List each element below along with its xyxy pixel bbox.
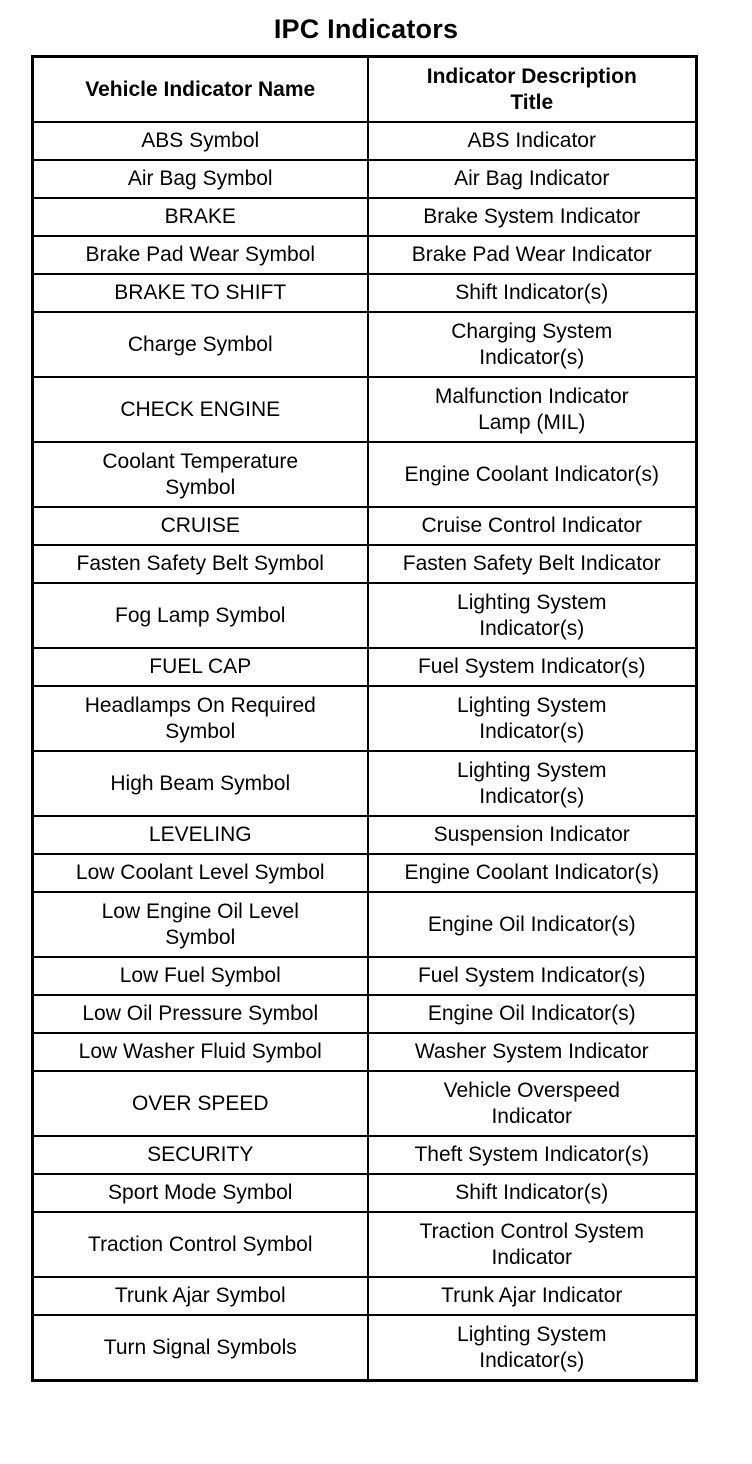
table-row [33, 1071, 697, 1136]
column-header-description-title: Indicator Description Title [368, 57, 697, 123]
indicator-name-cell: Coolant Temperature Symbol [33, 442, 368, 507]
table-row [33, 816, 697, 854]
indicator-description-cell: Lighting System Indicator(s) [368, 1315, 697, 1381]
indicator-name-cell: Brake Pad Wear Symbol [33, 236, 368, 274]
indicator-name-cell: BRAKE [33, 198, 368, 236]
indicator-name-cell: CHECK ENGINE [33, 377, 368, 442]
indicator-name-cell: Low Engine Oil Level Symbol [33, 892, 368, 957]
indicator-description-cell: Fuel System Indicator(s) [368, 648, 697, 686]
indicator-description-cell: Trunk Ajar Indicator [368, 1277, 697, 1315]
table-row [33, 507, 697, 545]
indicator-description-cell: Brake System Indicator [368, 198, 697, 236]
table-body [33, 122, 697, 1381]
table-row [33, 1174, 697, 1212]
indicator-description-cell: Lighting System Indicator(s) [368, 686, 697, 751]
table-row [33, 751, 697, 816]
indicator-description-cell: Shift Indicator(s) [368, 1174, 697, 1212]
indicator-description-cell: ABS Indicator [368, 122, 697, 160]
indicator-description-cell: Cruise Control Indicator [368, 507, 697, 545]
table-row [33, 995, 697, 1033]
indicator-name-cell: Low Coolant Level Symbol [33, 854, 368, 892]
indicator-name-cell: Fog Lamp Symbol [33, 583, 368, 648]
indicator-description-cell: Lighting System Indicator(s) [368, 583, 697, 648]
indicator-name-cell: FUEL CAP [33, 648, 368, 686]
indicator-name-cell: ABS Symbol [33, 122, 368, 160]
indicator-description-cell: Brake Pad Wear Indicator [368, 236, 697, 274]
indicator-name-cell: Sport Mode Symbol [33, 1174, 368, 1212]
indicator-description-cell: Vehicle Overspeed Indicator [368, 1071, 697, 1136]
indicator-name-cell: Traction Control Symbol [33, 1212, 368, 1277]
table-row [33, 198, 697, 236]
indicator-description-cell: Suspension Indicator [368, 816, 697, 854]
page-title: IPC Indicators [273, 14, 459, 44]
indicator-description-cell: Theft System Indicator(s) [368, 1136, 697, 1174]
indicator-name-cell: OVER SPEED [33, 1071, 368, 1136]
table-row [33, 892, 697, 957]
indicator-description-cell: Shift Indicator(s) [368, 274, 697, 312]
indicator-description-cell: Lighting System Indicator(s) [368, 751, 697, 816]
table-row [33, 957, 697, 995]
table-row [33, 1136, 697, 1174]
indicator-name-cell: Low Fuel Symbol [33, 957, 368, 995]
indicator-name-cell: BRAKE TO SHIFT [33, 274, 368, 312]
indicator-description-cell: Washer System Indicator [368, 1033, 697, 1071]
indicator-description-cell: Engine Oil Indicator(s) [368, 995, 697, 1033]
table-row [33, 583, 697, 648]
table-row [33, 1212, 697, 1277]
table-row [33, 274, 697, 312]
indicator-name-cell: Trunk Ajar Symbol [33, 1277, 368, 1315]
indicator-name-cell: Turn Signal Symbols [33, 1315, 368, 1381]
indicator-description-cell: Air Bag Indicator [368, 160, 697, 198]
indicator-description-cell: Traction Control System Indicator [368, 1212, 697, 1277]
table-row [33, 236, 697, 274]
table-row [33, 854, 697, 892]
table-row [33, 122, 697, 160]
indicator-description-cell: Malfunction Indicator Lamp (MIL) [368, 377, 697, 442]
indicator-name-cell: Air Bag Symbol [33, 160, 368, 198]
indicator-name-cell: Charge Symbol [33, 312, 368, 377]
table-row [33, 160, 697, 198]
indicator-name-cell: LEVELING [33, 816, 368, 854]
indicator-name-cell: Low Oil Pressure Symbol [33, 995, 368, 1033]
table-row [33, 1277, 697, 1315]
table-header-row [33, 57, 697, 123]
table-row [33, 442, 697, 507]
indicator-description-cell: Fuel System Indicator(s) [368, 957, 697, 995]
indicator-description-cell: Engine Coolant Indicator(s) [368, 854, 697, 892]
indicator-description-cell: Engine Oil Indicator(s) [368, 892, 697, 957]
column-header-indicator-name: Vehicle Indicator Name [33, 57, 368, 123]
indicator-name-cell: Fasten Safety Belt Symbol [33, 545, 368, 583]
table-row [33, 686, 697, 751]
table-row [33, 1033, 697, 1071]
table-row [33, 377, 697, 442]
table-row [33, 312, 697, 377]
indicator-description-cell: Fasten Safety Belt Indicator [368, 545, 697, 583]
indicator-name-cell: CRUISE [33, 507, 368, 545]
table-row [33, 648, 697, 686]
indicator-name-cell: Headlamps On Required Symbol [33, 686, 368, 751]
indicator-name-cell: Low Washer Fluid Symbol [33, 1033, 368, 1071]
indicator-description-cell: Engine Coolant Indicator(s) [368, 442, 697, 507]
indicator-name-cell: High Beam Symbol [33, 751, 368, 816]
indicator-description-cell: Charging System Indicator(s) [368, 312, 697, 377]
ipc-indicators-table [31, 55, 698, 1382]
table-row [33, 1315, 697, 1381]
indicator-name-cell: SECURITY [33, 1136, 368, 1174]
table-row [33, 545, 697, 583]
